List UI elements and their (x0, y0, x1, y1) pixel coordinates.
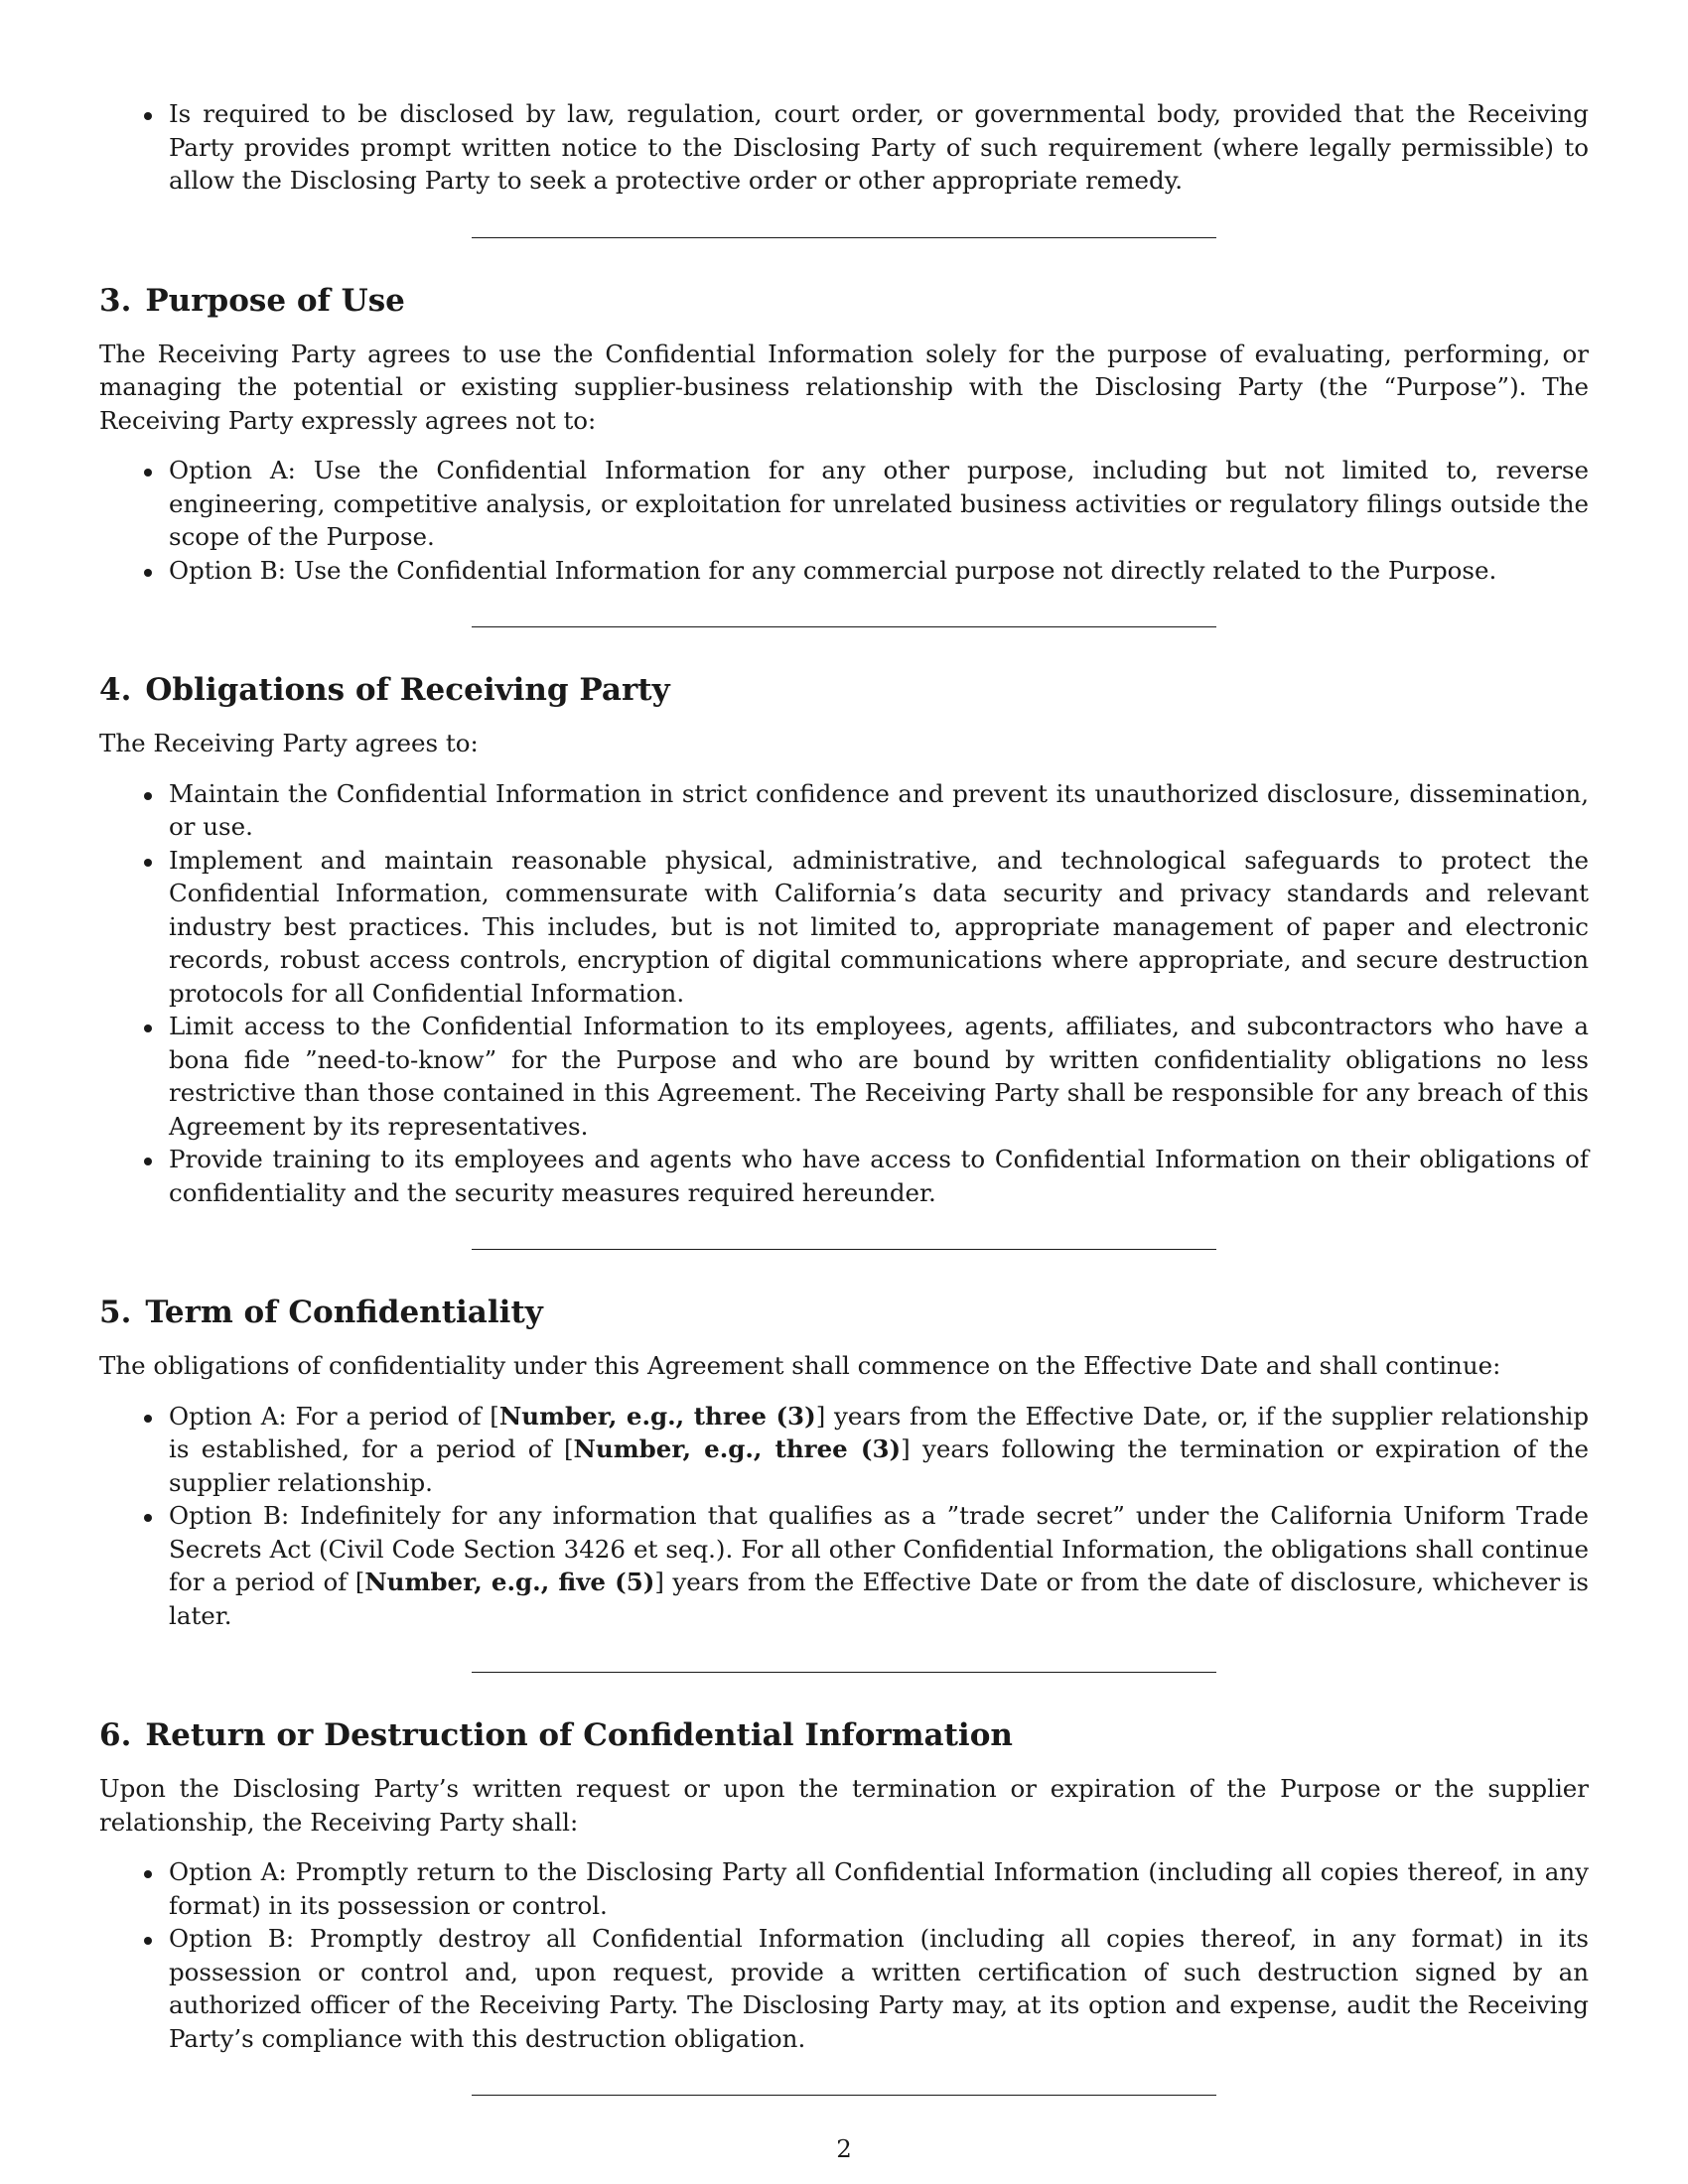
document-page (99, 97, 1589, 2096)
option-text: ] years following the termination or expiration of the supplier relationship. (169, 1434, 1589, 1497)
option-text: Option B: Indefinitely for any information that qualifies as a ”trade secret” under the California Uniform Trade Secrets Act (Civil Code Section 3426 et seq.). For all other Confidential Information, the obligations shall continue for a period of [ (169, 1501, 1589, 1596)
section-title: Obligations of Receiving Party (145, 672, 670, 708)
list-item: Option B: Use the Confidential Information for any commercial purpose not directly related to the Purpose. (169, 554, 1589, 588)
list-item: Provide training to its employees and agents who have access to Confidential Information on their obligations of confidentiality and the security measures required hereunder. (169, 1143, 1589, 1209)
section-intro: The Receiving Party agrees to use the Confidential Information solely for the purpose of evaluating, performing, or managing the potential or existing supplier-business relationship with the Disclosing Party (the “Purpose”). The Receiving Party expressly agrees not to: (99, 339, 1589, 435)
section-title: Purpose of Use (145, 282, 405, 319)
option-text: Option A: For a period of [ (169, 1401, 499, 1431)
section-number: 4. (99, 672, 132, 708)
section-intro: The Receiving Party agrees to: (99, 729, 479, 757)
list-item (169, 1400, 1589, 1500)
section-number: 5. (99, 1295, 132, 1330)
bullet-list (99, 97, 1589, 198)
placeholder-term: Number, e.g., five (5) (364, 1568, 655, 1596)
bullet-list (99, 1855, 1589, 2055)
section-number: 6. (99, 1717, 132, 1753)
section-divider (472, 237, 1216, 238)
section-heading-6 (99, 1716, 1589, 1754)
section-number: 3. (99, 282, 132, 319)
section-heading-4 (99, 671, 1589, 709)
bullet-list (99, 1400, 1589, 1633)
placeholder-term: Number, e.g., three (3) (573, 1434, 902, 1463)
bullet-list (99, 454, 1589, 587)
section-divider (472, 1672, 1216, 1673)
option-text: ] years from the Effective Date, or, if the supplier relationship is established, for a period of [ (169, 1401, 1590, 1463)
list-item: Implement and maintain reasonable physical, administrative, and technological safeguards to protect the Confidential Information, commensurate with California’s data security and privacy standards and relevant industry best practices. This includes, but is not limited to, appropriate management of paper and electronic records, robust access controls, encryption of digital communications where appropriate, and secure destruction protocols for all Confidential Information. (169, 844, 1589, 1011)
section-title: Term of Confidentiality (145, 1295, 543, 1330)
section-divider (472, 2095, 1216, 2096)
option-text: ] years from the Effective Date or from the date of disclosure, whichever is later. (169, 1568, 1589, 1630)
page-number: 2 (836, 2134, 852, 2163)
section-intro: Upon the Disclosing Party’s written request or upon the termination or expiration of the Purpose or the supplier relationship, the Receiving Party shall: (99, 1774, 1589, 1837)
section-intro: The obligations of confidentiality under this Agreement shall commence on the Effective Date and shall continue: (99, 1351, 1501, 1380)
list-item: Maintain the Confidential Information in strict confidence and prevent its unauthorized disclosure, dissemination, or use. (169, 777, 1589, 844)
bullet-list (99, 777, 1589, 1210)
section-divider (472, 626, 1216, 627)
list-item: Option A: Use the Confidential Information for any other purpose, including but not limited to, reverse engineering, competitive analysis, or exploitation for unrelated business activities or regulatory filings outside the scope of the Purpose. (169, 454, 1589, 554)
list-item: Is required to be disclosed by law, regulation, court order, or governmental body, provided that the Receiving Party provides prompt written notice to the Disclosing Party of such requirement (where legally permissible) to allow the Disclosing Party to seek a protective order or other appropriate remedy. (169, 97, 1589, 198)
section-heading-3 (99, 282, 1589, 320)
section-heading-5 (99, 1294, 1589, 1331)
list-item (169, 1499, 1589, 1632)
list-item: Option B: Promptly destroy all Confidential Information (including all copies thereof, in any format) in its possession or control and, upon request, provide a written certification of such destruction signed by an authorized officer of the Receiving Party. The Disclosing Party may, at its option and expense, audit the Receiving Party’s compliance with this destruction obligation. (169, 1922, 1589, 2055)
list-item: Option A: Promptly return to the Disclosing Party all Confidential Information (including all copies thereof, in any format) in its possession or control. (169, 1855, 1589, 1922)
list-item: Limit access to the Confidential Information to its employees, agents, affiliates, and subcontractors who have a bona fide ”need-to-know” for the Purpose and who are bound by written confidentiality obligations no less restrictive than those contained in this Agreement. The Receiving Party shall be responsible for any breach of this Agreement by its representatives. (169, 1010, 1589, 1143)
placeholder-term: Number, e.g., three (3) (498, 1401, 816, 1431)
section-title: Return or Destruction of Confidential Information (145, 1717, 1013, 1753)
section-divider (472, 1249, 1216, 1250)
